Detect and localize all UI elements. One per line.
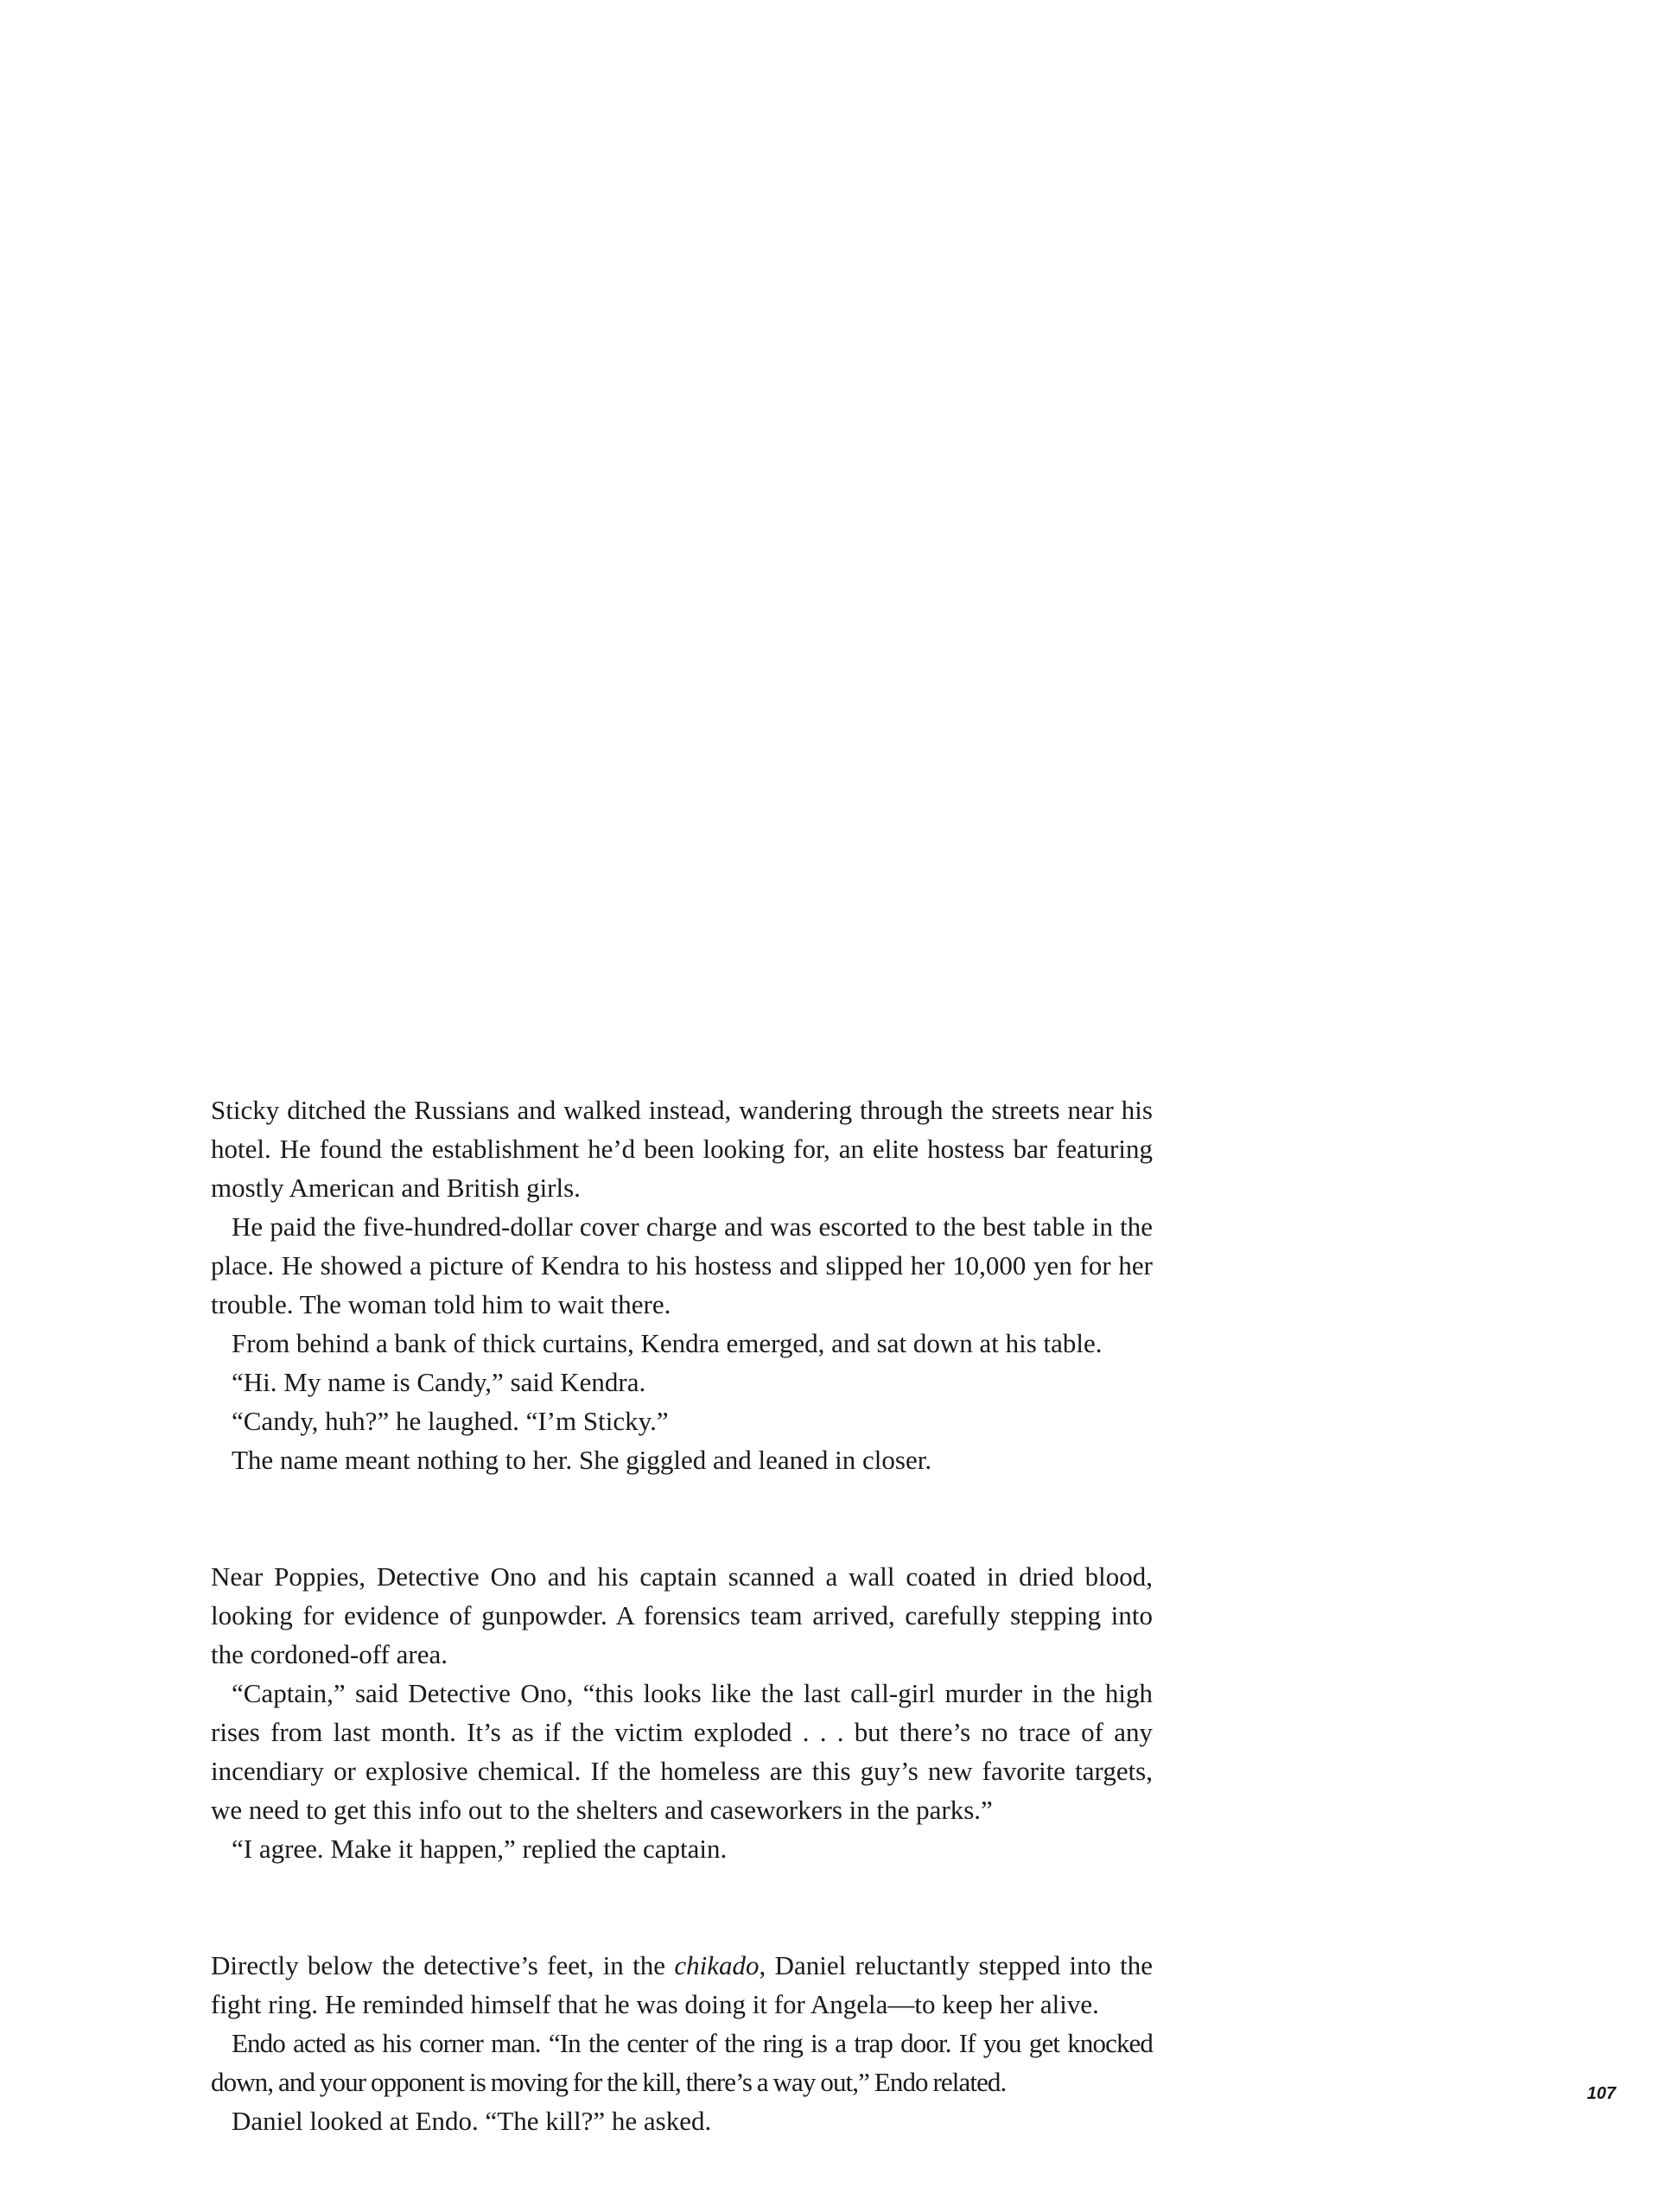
body-text <box>211 1090 1153 2140</box>
paragraph: Endo acted as his corner man. “In the center of the ring is a trap door. If you get knocked down, and your opponent is moving for the kill, there’s a way out,” Endo related. <box>211 2028 1153 2097</box>
paragraph-text: , Daniel reluctantly stepped into the fight ring. He reminded himself that he was doing it for Angela—to keep her alive. <box>211 1950 1153 2019</box>
paragraph: “I agree. Make it happen,” replied the captain. <box>232 1834 728 1864</box>
scene-daniel-fight-ring <box>211 1946 1153 2140</box>
paragraph: Sticky ditched the Russians and walked instead, wandering through the streets near his hotel. He found the establishment he’d been looking for, an elite hostess bar featuring mostly American and British girls. <box>211 1095 1153 1203</box>
paragraph: “Candy, huh?” he laughed. “I’m Sticky.” <box>232 1406 669 1436</box>
page-number: 107 <box>1586 2084 1616 2103</box>
paragraph: Near Poppies, Detective Ono and his captain scanned a wall coated in dried blood, looking for evidence of gunpowder. A forensics team arrived, carefully stepping into the cordoned-off area. <box>211 1561 1153 1669</box>
paragraph: Daniel looked at Endo. “The kill?” he asked. <box>232 2106 712 2136</box>
scene-sticky-hostess-bar <box>211 1090 1153 1479</box>
paragraph-text: Directly below the detective’s feet, in the <box>211 1950 675 1980</box>
paragraph <box>211 1946 1153 2024</box>
paragraph: He paid the five-hundred-dollar cover charge and was escorted to the best table in the place. He showed a picture of Kendra to his hostess and slipped her 10,000 yen for her trouble. The woman told him to wait there. <box>211 1211 1153 1319</box>
paragraph: “Hi. My name is Candy,” said Kendra. <box>232 1367 646 1397</box>
italic-term: chikado <box>674 1950 760 1980</box>
paragraph: “Captain,” said Detective Ono, “this looks like the last call-girl murder in the high rises from last month. It’s as if the victim exploded . . . but there’s no trace of any incendiary or explosive chemical. If the homeless are this guy’s new favorite targets, we need to get this info out to the shelters and caseworkers in the parks.” <box>211 1678 1153 1825</box>
paragraph: The name meant nothing to her. She giggled and leaned in closer. <box>232 1445 932 1475</box>
paragraph: From behind a bank of thick curtains, Kendra emerged, and sat down at his table. <box>232 1328 1103 1358</box>
scene-detective-ono <box>211 1557 1153 1868</box>
